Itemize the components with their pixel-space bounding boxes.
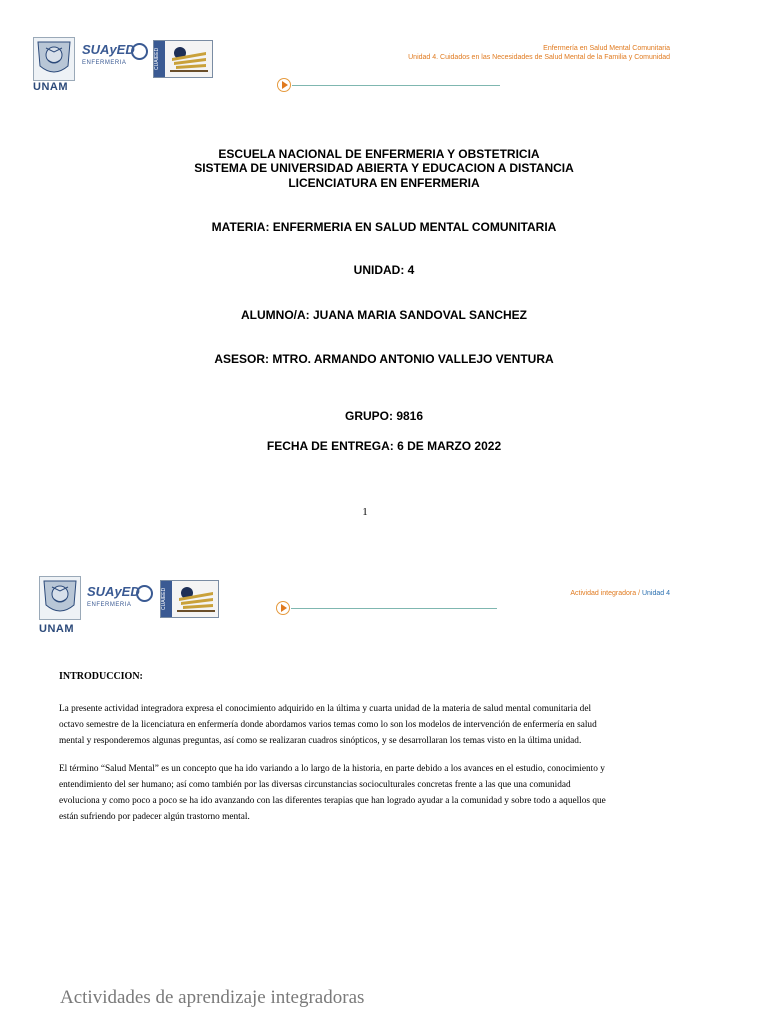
para2-line: El término “Salud Mental” es un concepto que ha ido variando a lo largo de la historia, en parte debido a los avances en el estudio, conocimiento y — [59, 764, 605, 774]
program-name: LICENCIATURA EN ENFERMERIA — [288, 176, 480, 190]
unam-crest-logo — [39, 576, 81, 620]
para2-line: evoluciona y como poco a poco se ha ido avanzando con las diferentes terapias que han logrado ayudar a la comunidad y sobre todo a aquellos que — [59, 796, 606, 806]
student-name: ALUMNO/A: JUANA MARIA SANDOVAL SANCHEZ — [241, 308, 527, 322]
header-divider — [292, 85, 500, 86]
suayed-gear-icon — [136, 585, 153, 602]
advisor-name: ASESOR: MTRO. ARMANDO ANTONIO VALLEJO VENTURA — [214, 352, 554, 366]
cuaieed-side-label: CUAIEED — [154, 41, 165, 77]
header-course-title: Enfermería en Salud Mental Comunitaria — [543, 45, 670, 52]
intro-paragraph-2 — [59, 761, 709, 825]
header-activity-title — [570, 590, 670, 597]
unam-label: UNAM — [39, 623, 74, 635]
header-divider — [291, 608, 497, 609]
suayed-sub: ENFERMERIA — [87, 602, 132, 608]
subject: MATERIA: ENFERMERIA EN SALUD MENTAL COMUNITARIA — [211, 220, 557, 234]
header-unit-title: Unidad 4. Cuidados en las Necesidades de Salud Mental de la Familia y Comunidad — [408, 54, 670, 61]
suayed-sub: ENFERMERIA — [82, 60, 127, 66]
unam-label: UNAM — [33, 81, 68, 93]
para1-line: octavo semestre de la licenciatura en enfermería donde abordamos varios temas como lo son los modelos de intervención de enfermería en salud — [59, 720, 597, 730]
cuaieed-emblem-icon — [168, 44, 210, 74]
suayed-gear-icon — [131, 43, 148, 60]
section-heading: Actividades de aprendizaje integradoras — [60, 987, 365, 1008]
cuaieed-logo — [160, 580, 219, 618]
unit: UNIDAD: 4 — [353, 263, 415, 277]
activity-label: Actividad integradora / — [570, 590, 642, 597]
unam-crest-logo — [33, 37, 75, 81]
school-name: ESCUELA NACIONAL DE ENFERMERIA Y OBSTETRICIA — [218, 147, 540, 161]
due-date: FECHA DE ENTREGA: 6 DE MARZO 2022 — [266, 439, 502, 453]
intro-heading: INTRODUCCION: — [59, 671, 143, 682]
cuaieed-side-label: CUAIEED — [161, 581, 172, 617]
arrow-right-icon — [277, 78, 291, 92]
group-number: GRUPO: 9816 — [344, 409, 424, 423]
para1-line: mental y responderemos algunas preguntas, así como se realizaran cuadros sinópticos, y se desarrollaran los temas visto en la última unidad. — [59, 736, 582, 746]
cuaieed-emblem-icon — [175, 584, 217, 614]
intro-paragraph-1 — [59, 701, 709, 749]
system-name: SISTEMA DE UNIVERSIDAD ABIERTA Y EDUCACION A DISTANCIA — [194, 161, 574, 175]
unit-label: Unidad 4 — [641, 590, 670, 597]
para2-line: entendimiento del ser humano; así como también por las diversas circunstancias socioculturales concretas frente a las que una comunidad — [59, 780, 571, 790]
para2-line: están sufriendo por padecer algún trastorno mental. — [59, 812, 250, 822]
arrow-right-icon — [276, 601, 290, 615]
suayed-logo-text: SUAyED — [82, 42, 135, 57]
cuaieed-logo — [153, 40, 213, 78]
para1-line: La presente actividad integradora expresa el conocimiento adquirido en la última y cuarta unidad de la materia de salud mental comunitaria del — [59, 704, 592, 714]
suayed-logo-text: SUAyED — [87, 584, 140, 599]
page-number: 1 — [362, 506, 368, 518]
